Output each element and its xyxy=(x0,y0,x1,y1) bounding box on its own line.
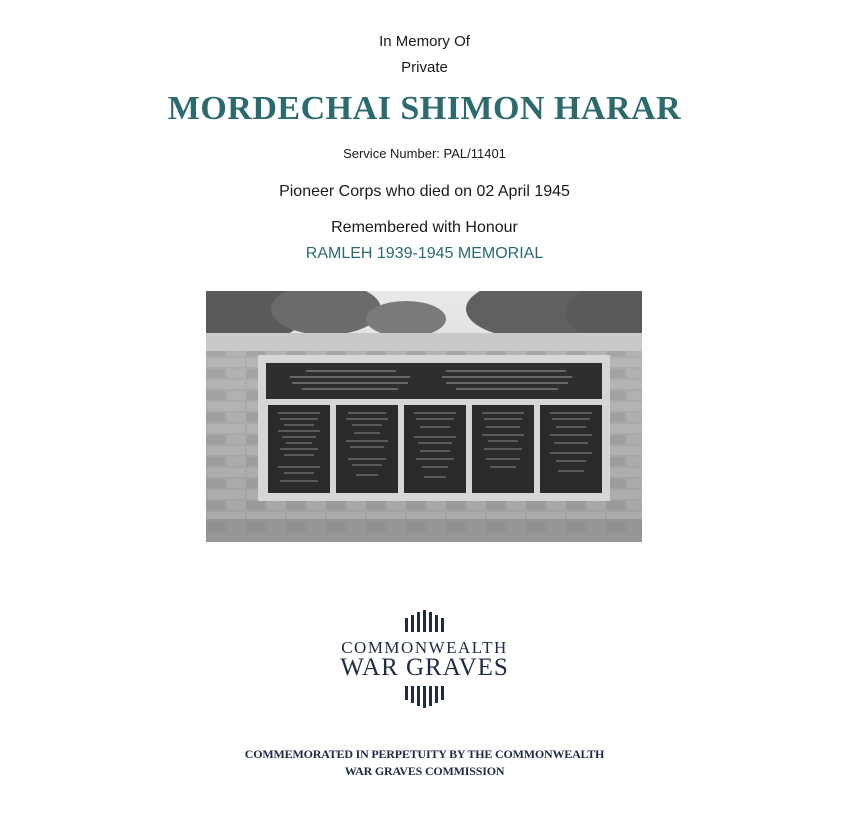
cwgc-logo xyxy=(0,610,849,710)
memorial-photo xyxy=(206,291,642,542)
logo-war-graves-text: WAR GRAVES xyxy=(340,654,509,681)
commemoration-line-2: WAR GRAVES COMMISSION xyxy=(344,764,505,778)
headstones-bottom-icon xyxy=(403,686,447,708)
logo-commonwealth-text: COMMONWEALTH xyxy=(341,638,508,657)
in-memory-of-label: In Memory Of xyxy=(379,33,470,50)
rank-label: Private xyxy=(401,59,448,76)
service-number: Service Number: PAL/11401 xyxy=(343,146,506,161)
remembered-label: Remembered with Honour xyxy=(331,219,518,236)
headstones-top-icon xyxy=(403,610,447,632)
death-details: Pioneer Corps who died on 02 April 1945 xyxy=(279,183,570,200)
memorial-name: RAMLEH 1939-1945 MEMORIAL xyxy=(305,245,544,262)
commemoration-line-1: COMMEMORATED IN PERPETUITY BY THE COMMONWEALTH xyxy=(244,747,605,761)
soldier-name: MORDECHAI SHIMON HARAR xyxy=(167,90,682,127)
